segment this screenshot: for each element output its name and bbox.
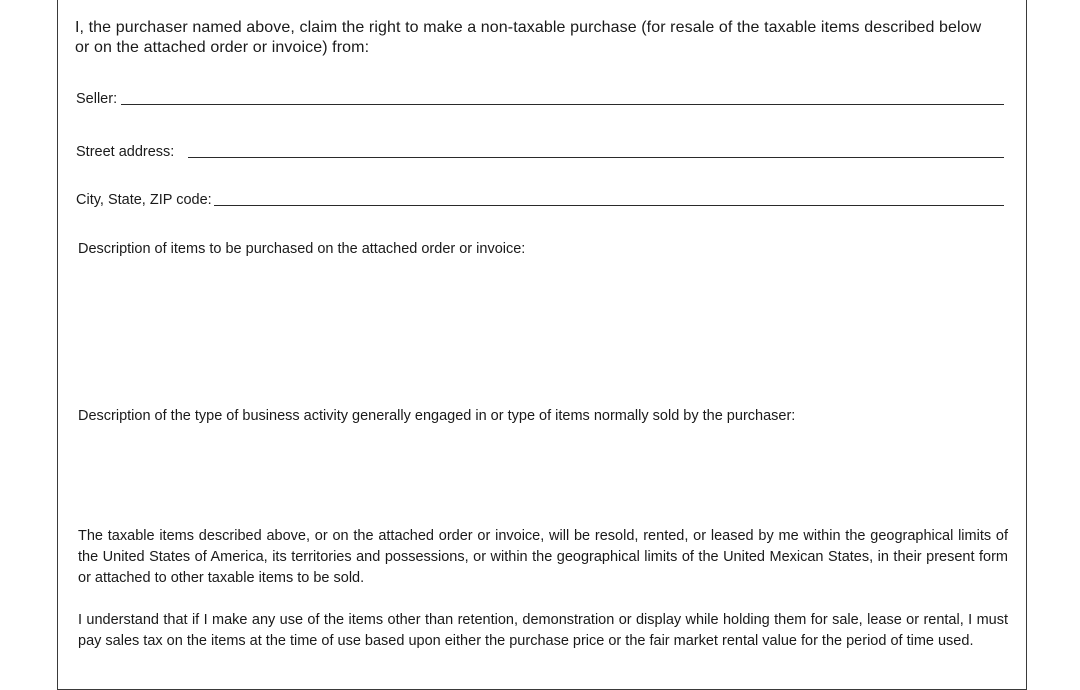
city-state-zip-line[interactable] (214, 191, 1004, 206)
seller-line[interactable] (121, 90, 1004, 105)
resale-statement: The taxable items described above, or on the attached order or invoice, will be resold, rented, or leased by me within the geographical limits of the United States of America, its territories and possessions, or within the geographical limits of the United Mexican States, in their present form or attached to other taxable items to be sold. (78, 528, 1008, 586)
use-statement: I understand that if I make any use of the items other than retention, demonstration or display while holding them for sale, lease or rental, I must pay sales tax on the items at the time of use based upon either the purchase price or the fair market rental value for the period of time used. (78, 612, 1008, 649)
street-address-field (76, 143, 1004, 160)
items-description-label: Description of items to be purchased on the attached order or invoice: (78, 241, 526, 257)
street-address-label: Street address: (76, 144, 175, 160)
city-state-zip-label: City, State, ZIP code: (76, 192, 212, 208)
street-address-line[interactable] (188, 143, 1004, 158)
seller-label: Seller: (76, 91, 118, 107)
business-description-label: Description of the type of business activity generally engaged in or type of items normally sold by the purchaser: (78, 408, 796, 424)
seller-field (76, 90, 1004, 107)
city-state-zip-field (76, 191, 1004, 208)
intro-statement: I, the purchaser named above, claim the right to make a non-taxable purchase (for resale of the taxable items described below or on the attached order or invoice) from: (75, 19, 982, 56)
